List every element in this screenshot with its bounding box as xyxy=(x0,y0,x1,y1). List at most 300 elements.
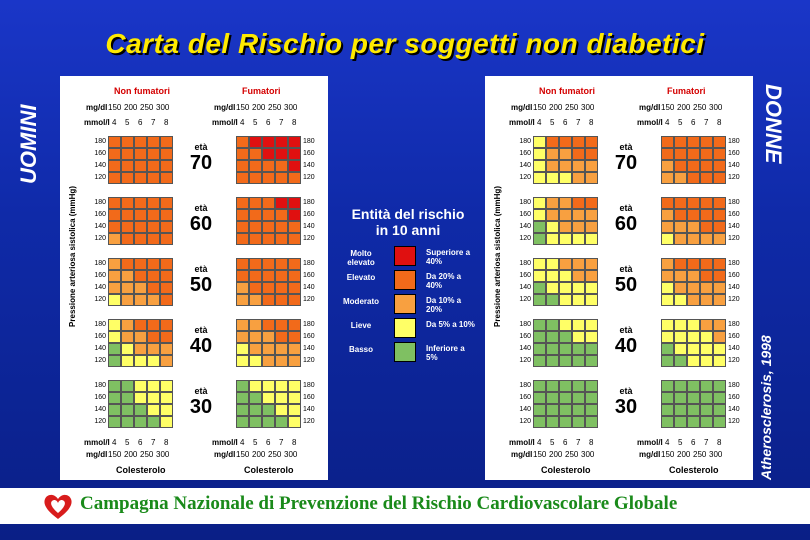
women-risk-cell xyxy=(700,331,713,343)
women-risk-cell xyxy=(572,416,585,428)
men-risk-cell xyxy=(108,282,121,294)
men-risk-cell xyxy=(288,258,301,270)
men-risk-cell xyxy=(236,282,249,294)
women-risk-cell xyxy=(533,172,546,184)
women-risk-cell xyxy=(700,355,713,367)
men-risk-cell xyxy=(160,258,173,270)
men-mmol-unit-top-0: mmol/l xyxy=(84,118,110,127)
women-risk-cell xyxy=(713,258,726,270)
men-mgdl-tick-bottom: 200 xyxy=(252,450,266,459)
women-risk-cell xyxy=(533,197,546,209)
women-bp-tick: 120 xyxy=(728,296,740,303)
women-risk-cell xyxy=(661,392,674,404)
women-risk-cell xyxy=(533,331,546,343)
men-risk-cell xyxy=(288,380,301,392)
men-risk-cell xyxy=(108,355,121,367)
men-bp-tick: 160 xyxy=(303,272,315,279)
men-group-header-0: Non fumatori xyxy=(114,86,170,96)
women-mmol-tick-bottom: 5 xyxy=(678,438,683,447)
women-risk-cell xyxy=(533,416,546,428)
men-risk-cell xyxy=(262,343,275,355)
men-risk-cell xyxy=(121,319,134,331)
men-risk-cell xyxy=(288,197,301,209)
women-mgdl-tick-top: 150 xyxy=(661,103,675,112)
women-chart-panel xyxy=(485,76,753,480)
women-mmol-tick-top: 8 xyxy=(717,118,722,127)
women-bp-tick: 120 xyxy=(519,174,531,181)
men-mmol-unit-top-1: mmol/l xyxy=(212,118,238,127)
women-bp-tick: 140 xyxy=(519,345,531,352)
men-risk-cell xyxy=(249,197,262,209)
women-risk-cell xyxy=(661,270,674,282)
men-risk-cell xyxy=(108,209,121,221)
women-risk-cell xyxy=(572,197,585,209)
women-risk-cell xyxy=(546,319,559,331)
men-mmol-tick-bottom: 4 xyxy=(112,438,117,447)
men-grid-men_nonsmokers-age-60 xyxy=(108,197,173,245)
women-risk-cell xyxy=(674,355,687,367)
men-mmol-tick-bottom: 5 xyxy=(125,438,130,447)
women-mgdl-tick-bottom: 300 xyxy=(709,450,723,459)
men-grid-men_nonsmokers-age-40 xyxy=(108,319,173,367)
women-risk-cell xyxy=(546,392,559,404)
men-risk-cell xyxy=(236,331,249,343)
men-mmol-tick-top: 8 xyxy=(164,118,169,127)
men-risk-cell xyxy=(288,416,301,428)
men-risk-cell xyxy=(275,160,288,172)
legend-color-swatch xyxy=(394,318,416,338)
men-risk-cell xyxy=(121,404,134,416)
men-risk-cell xyxy=(147,331,160,343)
legend-title xyxy=(338,206,478,238)
women-risk-cell xyxy=(713,172,726,184)
women-risk-cell xyxy=(661,197,674,209)
men-risk-cell xyxy=(121,172,134,184)
men-mmol-tick-top: 5 xyxy=(253,118,258,127)
women-risk-cell xyxy=(559,416,572,428)
women-bp-tick: 120 xyxy=(519,357,531,364)
men-mgdl-tick-bottom: 250 xyxy=(268,450,282,459)
women-risk-cell xyxy=(674,233,687,245)
men-age-label: età xyxy=(194,203,208,213)
women-risk-cell xyxy=(674,380,687,392)
women-risk-cell xyxy=(661,221,674,233)
men-bp-tick: 120 xyxy=(94,296,106,303)
men-mmol-tick-bottom: 4 xyxy=(240,438,245,447)
men-risk-cell xyxy=(262,294,275,306)
women-risk-cell xyxy=(533,282,546,294)
men-mgdl-tick-top: 200 xyxy=(252,103,266,112)
men-risk-cell xyxy=(262,172,275,184)
women-grid-women_nonsmokers-age-60 xyxy=(533,197,598,245)
women-risk-cell xyxy=(700,392,713,404)
men-risk-cell xyxy=(288,209,301,221)
men-mmol-tick-bottom: 5 xyxy=(253,438,258,447)
women-risk-cell xyxy=(713,233,726,245)
women-risk-cell xyxy=(572,282,585,294)
men-risk-cell xyxy=(236,392,249,404)
men-risk-cell xyxy=(160,392,173,404)
women-risk-cell xyxy=(674,221,687,233)
men-risk-cell xyxy=(121,282,134,294)
women-risk-cell xyxy=(585,221,598,233)
legend-level-desc: Superiore a 40% xyxy=(426,248,471,266)
men-mgdl-tick-top: 300 xyxy=(156,103,170,112)
women-risk-cell xyxy=(559,209,572,221)
men-risk-cell xyxy=(236,233,249,245)
men-mgdl-unit-bottom-1: mg/dl xyxy=(214,450,236,459)
women-bp-tick: 120 xyxy=(728,418,740,425)
men-risk-cell xyxy=(249,209,262,221)
women-risk-cell xyxy=(674,270,687,282)
men-risk-cell xyxy=(121,270,134,282)
men-bp-tick: 120 xyxy=(94,357,106,364)
women-bp-tick: 140 xyxy=(728,284,740,291)
men-risk-cell xyxy=(134,380,147,392)
women-grid-women_nonsmokers-age-40 xyxy=(533,319,598,367)
men-risk-cell xyxy=(121,343,134,355)
men-xlabel-0: Colesterolo xyxy=(116,465,166,475)
women-bp-tick: 140 xyxy=(519,162,531,169)
women-risk-cell xyxy=(533,294,546,306)
legend-level-desc: Da 10% a 20% xyxy=(426,296,462,314)
men-risk-cell xyxy=(108,294,121,306)
footer-banner xyxy=(0,488,810,524)
legend-level-desc: Da 5% a 10% xyxy=(426,320,475,329)
women-risk-cell xyxy=(585,392,598,404)
men-risk-cell xyxy=(160,233,173,245)
men-risk-cell xyxy=(134,355,147,367)
men-chart-panel xyxy=(60,76,328,480)
men-risk-cell xyxy=(262,136,275,148)
men-risk-cell xyxy=(160,416,173,428)
women-bp-tick: 160 xyxy=(519,211,531,218)
women-bp-tick: 120 xyxy=(519,296,531,303)
men-risk-cell xyxy=(275,331,288,343)
women-risk-cell xyxy=(572,148,585,160)
women-risk-cell xyxy=(713,270,726,282)
women-risk-cell xyxy=(572,380,585,392)
men-risk-cell xyxy=(147,233,160,245)
women-risk-cell xyxy=(661,380,674,392)
women-risk-cell xyxy=(559,282,572,294)
women-risk-cell xyxy=(559,221,572,233)
men-grid-men_smokers-age-60 xyxy=(236,197,301,245)
men-mgdl-tick-bottom: 250 xyxy=(140,450,154,459)
risk-legend xyxy=(338,206,476,376)
men-risk-cell xyxy=(236,197,249,209)
women-risk-cell xyxy=(700,197,713,209)
men-risk-cell xyxy=(262,258,275,270)
men-risk-cell xyxy=(147,209,160,221)
women-age-value-40: 40 xyxy=(614,335,638,357)
women-mmol-tick-bottom: 5 xyxy=(550,438,555,447)
men-age-value-40: 40 xyxy=(189,335,213,357)
women-risk-cell xyxy=(546,221,559,233)
legend-color-swatch xyxy=(394,294,416,314)
women-mmol-tick-bottom: 6 xyxy=(691,438,696,447)
women-risk-cell xyxy=(687,136,700,148)
women-mgdl-tick-top: 300 xyxy=(581,103,595,112)
women-risk-cell xyxy=(674,282,687,294)
men-bp-tick: 180 xyxy=(303,382,315,389)
men-bp-tick: 160 xyxy=(303,150,315,157)
men-risk-cell xyxy=(108,160,121,172)
women-risk-cell xyxy=(533,343,546,355)
women-mmol-tick-bottom: 4 xyxy=(537,438,542,447)
women-mgdl-unit-top-0: mg/dl xyxy=(511,103,533,112)
men-risk-cell xyxy=(236,404,249,416)
men-risk-cell xyxy=(134,233,147,245)
women-mgdl-unit-top-1: mg/dl xyxy=(639,103,661,112)
women-grid-women_smokers-age-30 xyxy=(661,380,726,428)
women-risk-cell xyxy=(661,258,674,270)
men-risk-cell xyxy=(249,172,262,184)
women-risk-cell xyxy=(674,331,687,343)
men-bp-tick: 120 xyxy=(303,235,315,242)
women-risk-cell xyxy=(661,319,674,331)
women-risk-cell xyxy=(700,282,713,294)
men-risk-cell xyxy=(275,258,288,270)
men-bp-tick: 160 xyxy=(94,272,106,279)
women-risk-cell xyxy=(572,331,585,343)
men-risk-cell xyxy=(147,270,160,282)
women-risk-cell xyxy=(533,258,546,270)
women-bp-tick: 160 xyxy=(519,333,531,340)
women-risk-cell xyxy=(700,221,713,233)
women-risk-cell xyxy=(661,233,674,245)
women-risk-cell xyxy=(687,209,700,221)
women-risk-cell xyxy=(700,172,713,184)
women-risk-cell xyxy=(533,209,546,221)
legend-color-swatch xyxy=(394,246,416,266)
men-mgdl-tick-top: 250 xyxy=(140,103,154,112)
men-risk-cell xyxy=(236,343,249,355)
women-risk-cell xyxy=(661,331,674,343)
women-risk-cell xyxy=(713,355,726,367)
women-risk-cell xyxy=(713,392,726,404)
women-risk-cell xyxy=(713,331,726,343)
women-mmol-tick-bottom: 8 xyxy=(717,438,722,447)
men-risk-cell xyxy=(147,392,160,404)
women-mgdl-tick-bottom: 200 xyxy=(677,450,691,459)
men-risk-cell xyxy=(121,392,134,404)
women-mmol-tick-bottom: 4 xyxy=(665,438,670,447)
men-age-value-30: 30 xyxy=(189,396,213,418)
men-risk-cell xyxy=(275,294,288,306)
women-risk-cell xyxy=(572,136,585,148)
women-risk-cell xyxy=(546,172,559,184)
women-mgdl-tick-top: 200 xyxy=(677,103,691,112)
men-risk-cell xyxy=(108,148,121,160)
men-mmol-tick-bottom: 6 xyxy=(266,438,271,447)
women-grid-women_nonsmokers-age-50 xyxy=(533,258,598,306)
men-mgdl-tick-top: 200 xyxy=(124,103,138,112)
men-risk-cell xyxy=(147,148,160,160)
men-risk-cell xyxy=(288,392,301,404)
women-risk-cell xyxy=(585,380,598,392)
men-bp-tick: 120 xyxy=(303,418,315,425)
men-risk-cell xyxy=(108,319,121,331)
women-risk-cell xyxy=(533,319,546,331)
women-risk-cell xyxy=(674,148,687,160)
men-risk-cell xyxy=(160,380,173,392)
women-risk-cell xyxy=(661,148,674,160)
women-bp-tick: 120 xyxy=(728,235,740,242)
men-risk-cell xyxy=(108,416,121,428)
men-risk-cell xyxy=(288,319,301,331)
women-risk-cell xyxy=(572,404,585,416)
women-risk-cell xyxy=(559,136,572,148)
women-mgdl-tick-top: 150 xyxy=(533,103,547,112)
men-risk-cell xyxy=(121,380,134,392)
women-risk-cell xyxy=(533,160,546,172)
men-risk-cell xyxy=(275,148,288,160)
men-bp-tick: 180 xyxy=(303,260,315,267)
legend-color-swatch xyxy=(394,270,416,290)
women-risk-cell xyxy=(661,282,674,294)
women-bp-tick: 120 xyxy=(519,418,531,425)
women-mgdl-tick-bottom: 250 xyxy=(565,450,579,459)
men-risk-cell xyxy=(134,160,147,172)
women-risk-cell xyxy=(713,282,726,294)
men-risk-cell xyxy=(262,404,275,416)
women-risk-cell xyxy=(674,209,687,221)
men-risk-cell xyxy=(262,148,275,160)
women-mmol-tick-bottom: 7 xyxy=(576,438,581,447)
men-bp-tick: 180 xyxy=(94,321,106,328)
men-risk-cell xyxy=(249,233,262,245)
men-risk-cell xyxy=(262,221,275,233)
men-risk-cell xyxy=(249,221,262,233)
women-bp-tick: 180 xyxy=(728,138,740,145)
women-mgdl-unit-bottom-0: mg/dl xyxy=(511,450,533,459)
men-risk-cell xyxy=(262,282,275,294)
men-risk-cell xyxy=(249,355,262,367)
women-risk-cell xyxy=(585,136,598,148)
women-risk-cell xyxy=(585,160,598,172)
women-risk-cell xyxy=(674,172,687,184)
women-risk-cell xyxy=(713,343,726,355)
women-bp-tick: 160 xyxy=(519,150,531,157)
men-risk-cell xyxy=(160,209,173,221)
legend-level-name: Elevato xyxy=(346,273,376,282)
men-risk-cell xyxy=(121,355,134,367)
women-group-header-0: Non fumatori xyxy=(539,86,595,96)
men-mmol-tick-top: 5 xyxy=(125,118,130,127)
women-risk-cell xyxy=(559,160,572,172)
men-risk-cell xyxy=(249,343,262,355)
men-risk-cell xyxy=(275,404,288,416)
women-risk-cell xyxy=(559,148,572,160)
men-risk-cell xyxy=(288,294,301,306)
women-bp-tick: 160 xyxy=(728,272,740,279)
men-risk-cell xyxy=(147,294,160,306)
women-risk-cell xyxy=(585,404,598,416)
women-risk-cell xyxy=(559,355,572,367)
women-risk-cell xyxy=(585,294,598,306)
men-mmol-tick-top: 7 xyxy=(151,118,156,127)
men-risk-cell xyxy=(147,282,160,294)
women-bp-tick: 140 xyxy=(728,162,740,169)
legend-level-name: Molto elevato xyxy=(347,249,375,267)
women-risk-cell xyxy=(533,392,546,404)
women-risk-cell xyxy=(572,258,585,270)
men-bp-tick: 120 xyxy=(94,235,106,242)
men-risk-cell xyxy=(249,270,262,282)
women-xlabel-0: Colesterolo xyxy=(541,465,591,475)
women-risk-cell xyxy=(559,380,572,392)
men-risk-cell xyxy=(108,197,121,209)
men-bp-tick: 160 xyxy=(303,333,315,340)
women-risk-cell xyxy=(585,148,598,160)
women-risk-cell xyxy=(661,160,674,172)
men-risk-cell xyxy=(160,282,173,294)
women-risk-cell xyxy=(585,416,598,428)
women-risk-cell xyxy=(546,148,559,160)
men-risk-cell xyxy=(134,343,147,355)
women-mmol-tick-top: 8 xyxy=(589,118,594,127)
women-risk-cell xyxy=(585,270,598,282)
men-risk-cell xyxy=(160,319,173,331)
men-mmol-tick-bottom: 7 xyxy=(279,438,284,447)
men-bp-tick: 180 xyxy=(94,199,106,206)
men-risk-cell xyxy=(134,258,147,270)
men-risk-cell xyxy=(160,355,173,367)
men-risk-cell xyxy=(236,380,249,392)
women-risk-cell xyxy=(546,380,559,392)
men-risk-cell xyxy=(134,282,147,294)
men-risk-cell xyxy=(275,197,288,209)
women-bp-tick: 160 xyxy=(519,394,531,401)
women-grid-women_smokers-age-50 xyxy=(661,258,726,306)
women-risk-cell xyxy=(585,343,598,355)
women-risk-cell xyxy=(572,209,585,221)
men-risk-cell xyxy=(262,331,275,343)
men-bp-tick: 120 xyxy=(94,174,106,181)
women-risk-cell xyxy=(559,319,572,331)
women-risk-cell xyxy=(585,355,598,367)
men-risk-cell xyxy=(108,380,121,392)
men-risk-cell xyxy=(134,270,147,282)
women-age-label: età xyxy=(619,142,633,152)
page-title: Carta del Rischio per soggetti non diabetici xyxy=(105,28,705,59)
women-risk-cell xyxy=(585,282,598,294)
women-risk-cell xyxy=(546,294,559,306)
men-risk-cell xyxy=(108,331,121,343)
women-mmol-tick-top: 7 xyxy=(704,118,709,127)
women-bp-tick: 180 xyxy=(519,138,531,145)
women-mgdl-tick-bottom: 150 xyxy=(533,450,547,459)
men-risk-cell xyxy=(288,148,301,160)
women-risk-cell xyxy=(546,343,559,355)
women-bp-tick: 140 xyxy=(519,406,531,413)
men-risk-cell xyxy=(147,197,160,209)
men-risk-cell xyxy=(121,294,134,306)
men-risk-cell xyxy=(134,319,147,331)
women-risk-cell xyxy=(687,148,700,160)
legend-level-name: Lieve xyxy=(350,321,372,330)
men-bp-tick: 180 xyxy=(94,260,106,267)
women-risk-cell xyxy=(674,392,687,404)
women-risk-cell xyxy=(661,209,674,221)
women-bp-tick: 160 xyxy=(728,394,740,401)
men-bp-tick: 140 xyxy=(303,223,315,230)
women-risk-cell xyxy=(700,404,713,416)
men-mgdl-tick-bottom: 150 xyxy=(108,450,122,459)
men-bp-tick: 120 xyxy=(303,296,315,303)
women-risk-cell xyxy=(585,172,598,184)
